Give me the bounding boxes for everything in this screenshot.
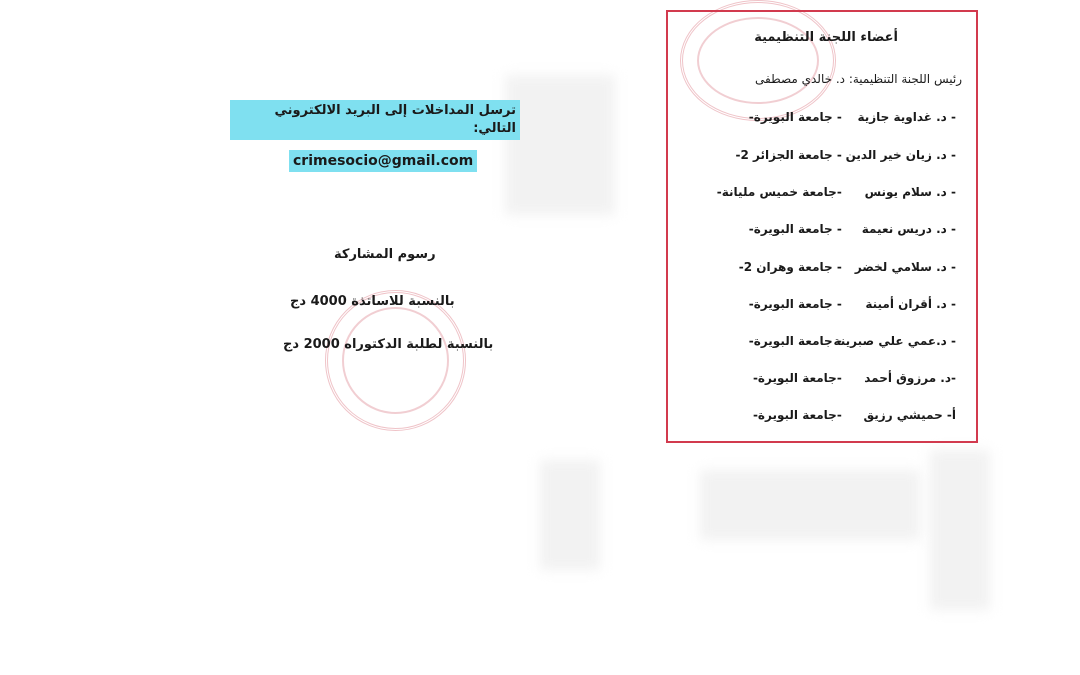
member-name: - د. أقران أمينة: [865, 297, 956, 311]
member-affiliation: - جامعة البويرة-: [748, 222, 842, 236]
committee-member: [749, 334, 956, 348]
committee-member: [749, 297, 956, 311]
submission-instruction: [230, 100, 520, 140]
member-affiliation: - جامعة البويرة-: [748, 297, 842, 311]
submission-instruction-text: ترسل المداخلات إلى البريد الالكتروني التالي:: [230, 100, 520, 140]
committee-member: [753, 371, 956, 385]
member-affiliation: -جامعة خميس مليانة-: [716, 185, 842, 199]
member-affiliation: - جامعة البويرة-: [748, 334, 842, 348]
fee-doctoral: بالنسبة لطلبة الدكتوراه 2000 دج: [283, 337, 494, 352]
committee-member: [753, 408, 956, 422]
committee-member: [749, 110, 956, 124]
committee-title: أعضاء اللجنة التنظيمية: [754, 30, 898, 45]
member-name: - د.عمي علي صبرينة: [833, 334, 956, 348]
committee-chair: رئيس اللجنة التنظيمية: د. خالدي مصطفى: [755, 72, 962, 86]
committee-box: [666, 10, 978, 443]
committee-member: [749, 222, 956, 236]
member-affiliation: - جامعة البويرة-: [748, 110, 842, 124]
member-affiliation: -جامعة البويرة-: [752, 371, 842, 385]
committee-member: [739, 260, 956, 274]
email-line: [289, 150, 477, 172]
official-stamp: [325, 290, 466, 431]
member-name: أ- حميشي رزيق: [863, 408, 956, 422]
member-name: - د. زيان خير الدين: [845, 148, 956, 162]
bleed-through-block: [930, 450, 990, 610]
member-name: - د. غداوية جازية: [857, 110, 956, 124]
member-affiliation: - جامعة الجزائر 2-: [735, 148, 842, 162]
committee-member: [717, 185, 956, 199]
fees-heading: رسوم المشاركة: [334, 247, 436, 262]
member-name: - د. دريس نعيمة: [861, 222, 956, 236]
fee-professors: بالنسبة للاساتذة 4000 دج: [290, 294, 455, 309]
bleed-through-block: [700, 470, 920, 540]
member-name: - د. سلام يونس: [864, 185, 956, 199]
bleed-through-block: [540, 460, 600, 570]
member-name: - د. سلامي لخضر: [854, 260, 956, 274]
bleed-through-block: [505, 75, 615, 215]
member-name: -د. مرزوق أحمد: [864, 371, 956, 385]
committee-member: [736, 148, 957, 162]
email-address[interactable]: crimesocio@gmail.com: [289, 150, 477, 172]
member-affiliation: - جامعة وهران 2-: [738, 260, 842, 274]
member-affiliation: -جامعة البويرة-: [752, 408, 842, 422]
